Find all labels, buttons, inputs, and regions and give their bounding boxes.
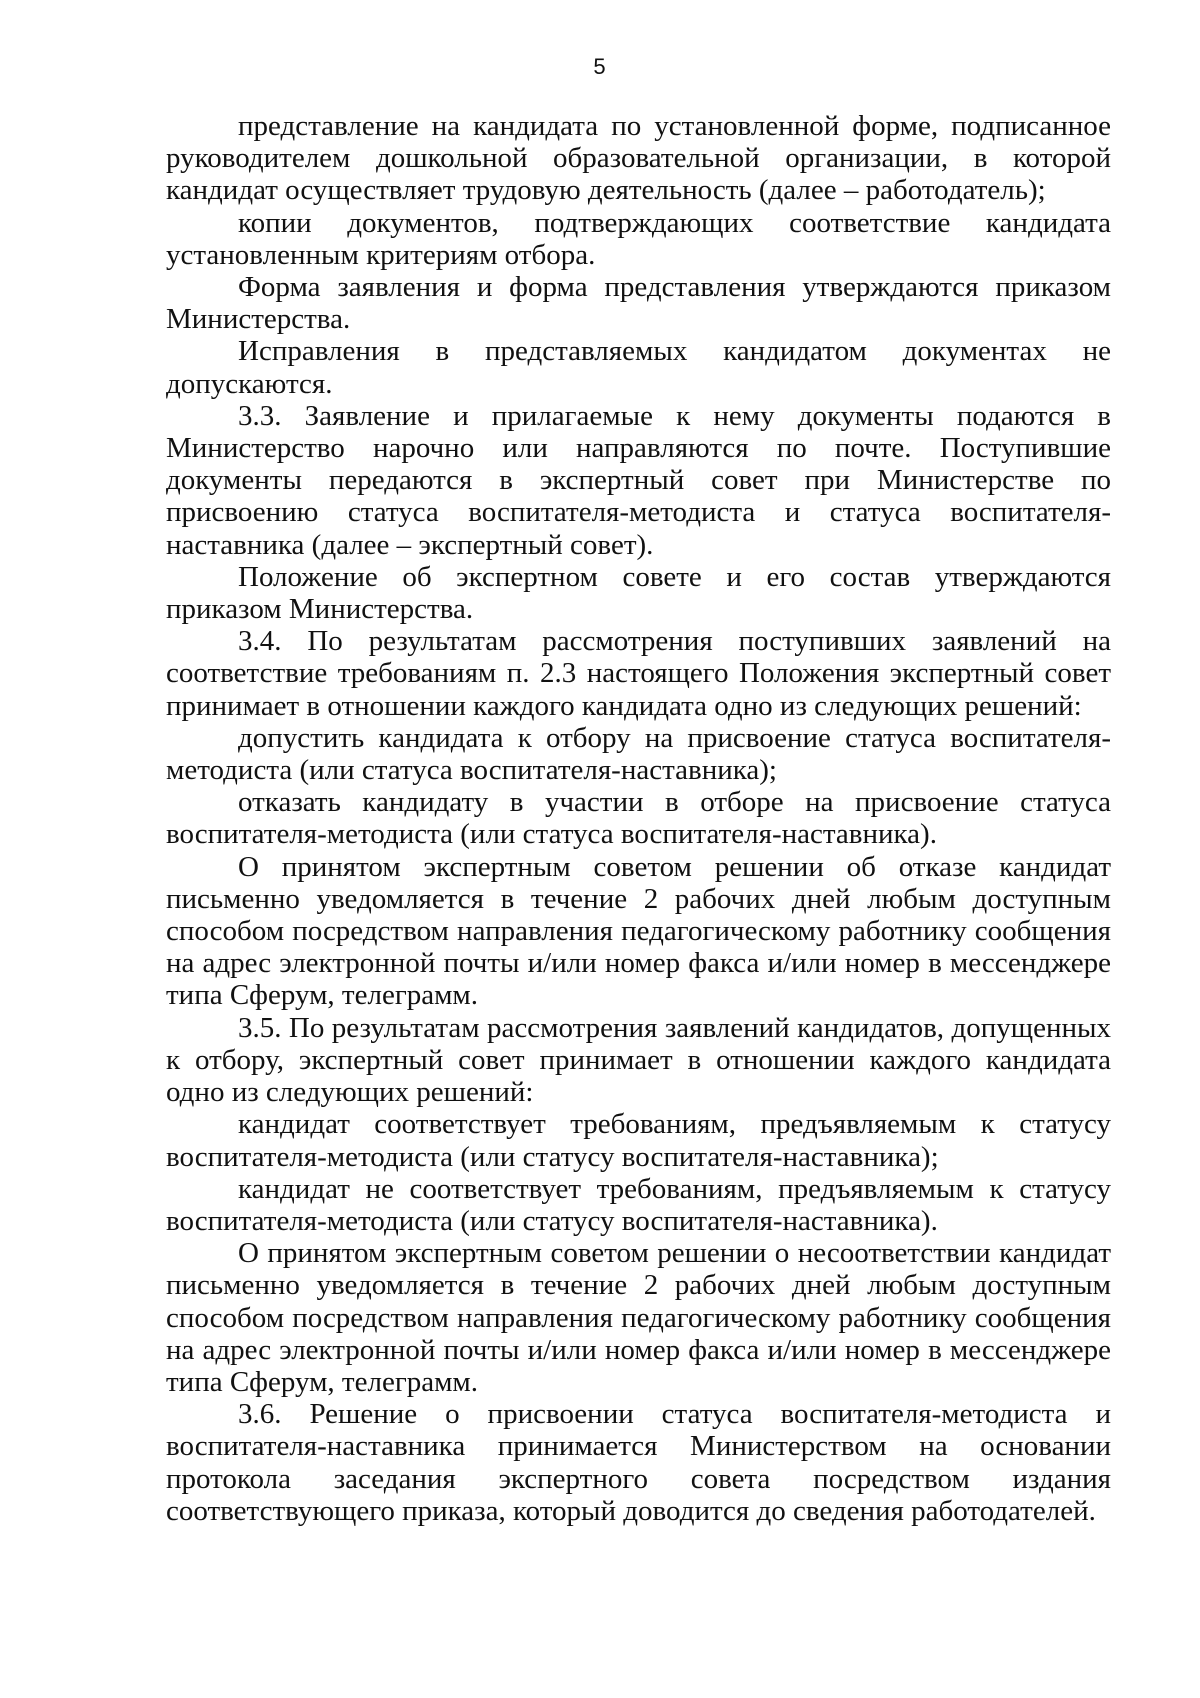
paragraph-refusal-notification: О принятом экспертным советом решении об отказе кандидат письменно уведомляется в течение 2 рабочих дней любым доступным способом посредством направления педагогическому работнику сообщения на адрес электронной почты и/или номер факса и/или номер в мессенджере типа Сферум, телеграмм.: [166, 850, 1111, 1012]
page-number: 5: [593, 54, 607, 79]
paragraph-document-copies: копии документов, подтверждающих соответствие кандидата установленным критериям отбора.: [166, 206, 1111, 271]
paragraph-nonconformity-notification: О принятом экспертным советом решении о несоответствии кандидат письменно уведомляется в течение 2 рабочих дней любым доступным способом посредством направления педагогическому работнику сообщения на адрес электронной почты и/или номер факса и/или номер в мессенджере типа Сферум, телеграмм.: [166, 1237, 1111, 1398]
paragraph-expert-council-regulation: Положение об экспертном совете и его состав утверждаются приказом Министерства.: [166, 560, 1111, 626]
paragraph-section-3-6: 3.6. Решение о присвоении статуса воспитателя-методиста и воспитателя-наставника принимается Министерством на основании протокола заседания экспертного совета посредством издания соответствующего приказа, который доводится до сведения работодателей.: [166, 1398, 1111, 1527]
paragraph-candidate-meets: кандидат соответствует требованиям, предъявляемым к статусу воспитателя-методиста (или статусу воспитателя-наставника);: [166, 1108, 1111, 1173]
paragraph-no-corrections: Исправления в представляемых кандидатом документах не допускаются.: [166, 335, 1111, 400]
paragraph-refuse-candidate: отказать кандидату в участии в отборе на присвоение статуса воспитателя-методиста (или статуса воспитателя-наставника).: [166, 786, 1111, 851]
document-body: [166, 110, 1111, 1527]
paragraph-representation: представление на кандидата по установленной форме, подписанное руководителем дошкольной образовательной организации, в которой кандидат осуществляет трудовую деятельность (далее – работодатель);: [166, 110, 1111, 207]
paragraph-forms-approval: Форма заявления и форма представления утверждаются приказом Министерства.: [166, 271, 1111, 336]
paragraph-section-3-5: 3.5. По результатам рассмотрения заявлений кандидатов, допущенных к отбору, экспертный совет принимает в отношении каждого кандидата одно из следующих решений:: [166, 1011, 1111, 1109]
paragraph-section-3-4: 3.4. По результатам рассмотрения поступивших заявлений на соответствие требованиям п. 2.3 настоящего Положения экспертный совет принимает в отношении каждого кандидата одно из следующих решений:: [166, 625, 1111, 722]
paragraph-admit-candidate: допустить кандидата к отбору на присвоение статуса воспитателя-методиста (или статуса воспитателя-наставника);: [166, 721, 1111, 787]
paragraph-candidate-not-meets: кандидат не соответствует требованиям, предъявляемым к статусу воспитателя-методиста (или статусу воспитателя-наставника).: [166, 1172, 1111, 1237]
paragraph-section-3-3: 3.3. Заявление и прилагаемые к нему документы подаются в Министерство нарочно или направляются по почте. Поступившие документы передаются в экспертный совет при Министерстве по присвоению статуса воспитателя-методиста и статуса воспитателя-наставника (далее – экспертный совет).: [166, 399, 1111, 561]
